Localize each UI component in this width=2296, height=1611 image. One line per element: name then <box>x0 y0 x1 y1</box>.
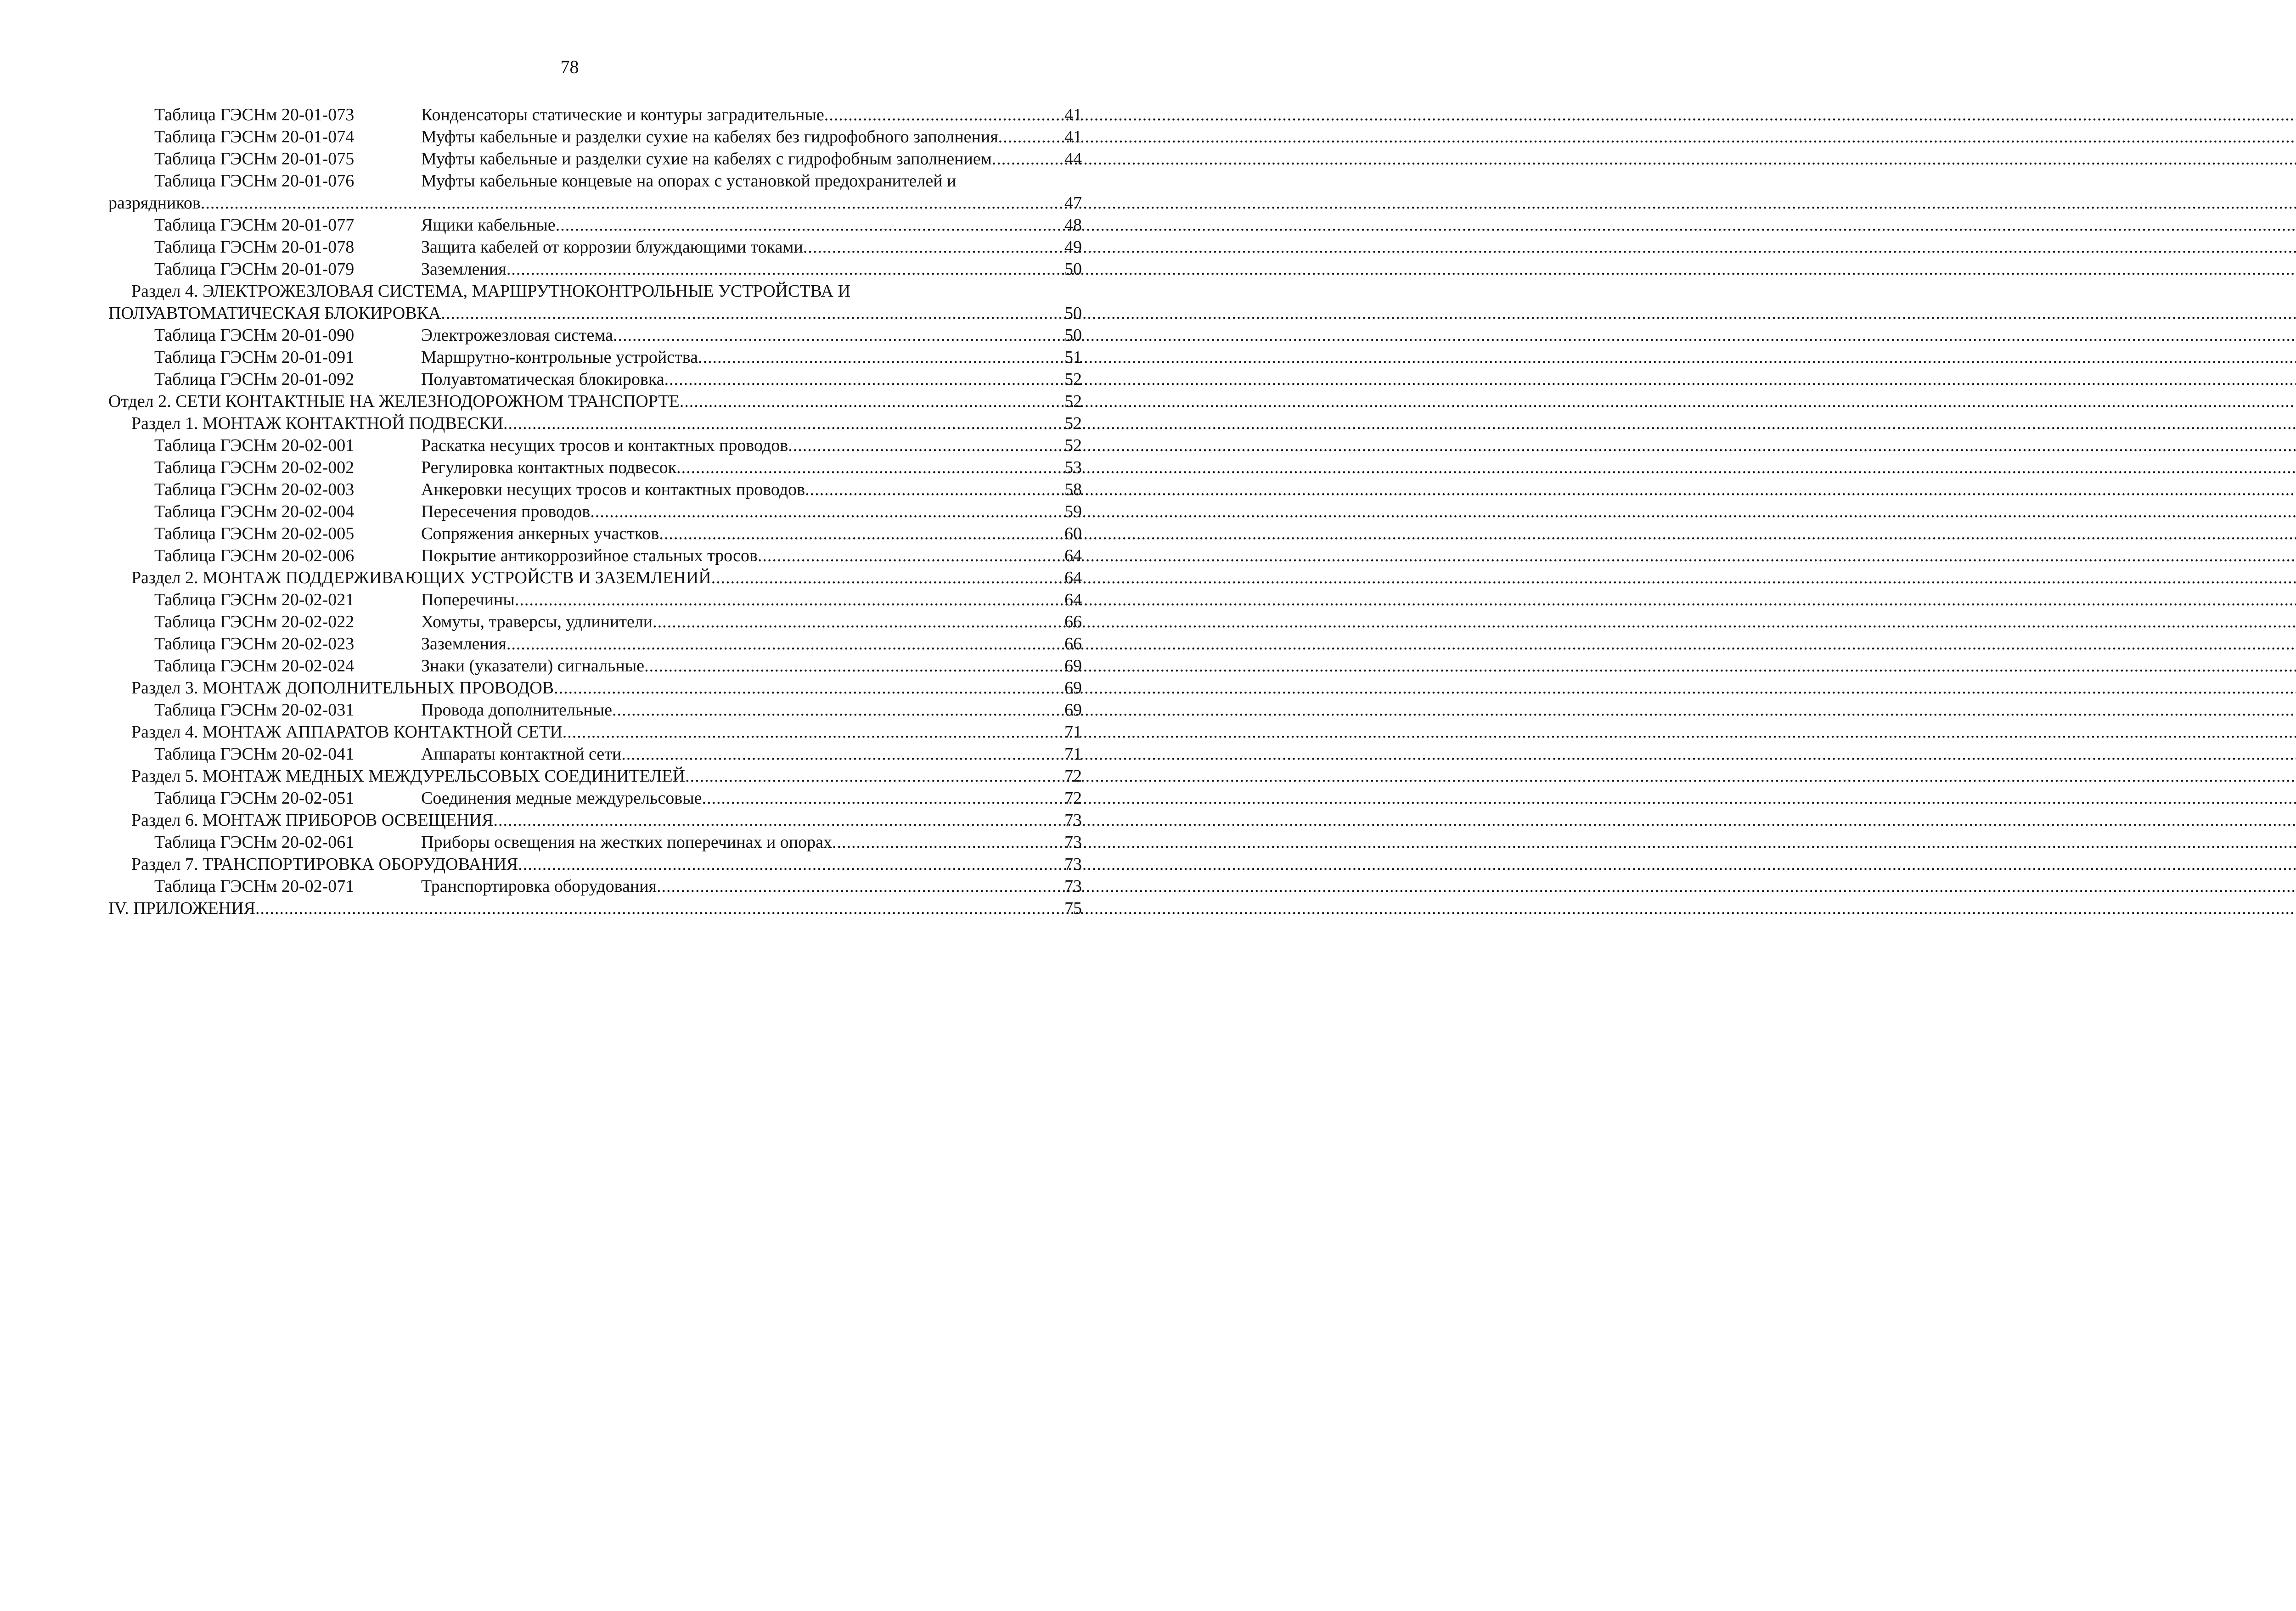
toc-entry-line <box>108 214 1082 236</box>
toc-entry-line <box>108 501 1082 523</box>
toc-entry-line <box>108 412 1082 434</box>
toc-page-number: 59 <box>1064 502 1082 521</box>
toc-page-number: 60 <box>1064 524 1082 543</box>
document-page <box>0 0 1139 1611</box>
toc-dot-leader <box>590 501 1062 523</box>
toc-page-number: 41 <box>1064 127 1082 146</box>
toc-entry-title: Электрожезловая система <box>421 326 613 345</box>
toc-dot-leader <box>711 567 1062 589</box>
toc-dot-leader <box>992 148 1062 170</box>
toc-entry-title: Транспортировка оборудования <box>421 877 657 896</box>
toc-entry <box>108 611 1082 633</box>
toc-page-number: 41 <box>1064 105 1082 124</box>
toc-table-code: Таблица ГЭСНм 20-02-024 <box>154 656 355 676</box>
toc-entry-line <box>108 721 1082 743</box>
toc-entry-title: Раздел 7. ТРАНСПОРТИРОВКА ОБОРУДОВАНИЯ <box>131 855 518 874</box>
toc-dot-leader <box>506 633 1062 655</box>
toc-entry-line <box>108 655 1082 677</box>
toc-entry-line <box>108 368 1082 390</box>
toc-table-code: Таблица ГЭСНм 20-01-077 <box>154 215 355 235</box>
toc-entry-line <box>108 765 1082 787</box>
toc-entry-line <box>108 170 1082 192</box>
toc-entry <box>108 809 1082 831</box>
toc-entry <box>108 875 1082 897</box>
toc-page-number: 50 <box>1064 259 1082 279</box>
toc-entry-title: Аппараты контактной сети <box>421 744 622 764</box>
toc-dot-leader <box>803 236 1062 258</box>
toc-entry-title: Раздел 4. МОНТАЖ АППАРАТОВ КОНТАКТНОЙ СЕТИ <box>131 722 563 742</box>
toc-entry-title: Полуавтоматическая блокировка <box>421 370 664 389</box>
toc-entry-line <box>108 302 1082 324</box>
toc-entry-line <box>108 523 1082 545</box>
toc-entry-title: Муфты кабельные и разделки сухие на кабелях с гидрофобным заполнением <box>421 149 992 169</box>
toc-entry <box>108 765 1082 787</box>
toc-entry-title: Маршрутно-контрольные устройства <box>421 348 698 367</box>
toc-entry-line <box>108 831 1082 853</box>
toc-table-code: Таблица ГЭСНм 20-02-004 <box>154 502 355 521</box>
toc-entry <box>108 456 1082 479</box>
toc-table-code: Таблица ГЭСНм 20-02-061 <box>154 833 355 852</box>
toc-table-code: Таблица ГЭСНм 20-02-031 <box>154 700 355 720</box>
toc-dot-leader <box>653 611 1062 633</box>
toc-entry <box>108 699 1082 721</box>
toc-dot-leader <box>657 875 1062 897</box>
toc-entry-line <box>108 677 1082 699</box>
toc-entry-title: Пересечения проводов <box>421 502 591 521</box>
toc-entry <box>108 501 1082 523</box>
toc-page-number: 69 <box>1064 678 1082 698</box>
toc-entry-line <box>108 743 1082 765</box>
toc-table-code: Таблица ГЭСНм 20-01-090 <box>154 326 355 345</box>
toc-dot-leader <box>698 346 1062 368</box>
page-number: 78 <box>560 56 579 77</box>
toc-entry-title: IV. ПРИЛОЖЕНИЯ <box>108 899 255 918</box>
toc-entry-title: Раздел 2. МОНТАЖ ПОДДЕРЖИВАЮЩИХ УСТРОЙСТВ И ЗАЗЕМЛЕНИЙ <box>131 568 711 587</box>
toc-table-code: Таблица ГЭСНм 20-02-041 <box>154 744 355 764</box>
toc-page-number: 58 <box>1064 480 1082 499</box>
toc-page-number: 72 <box>1064 766 1082 786</box>
toc-table-code: Таблица ГЭСНм 20-01-078 <box>154 237 355 257</box>
toc-entry-title: Раздел 4. ЭЛЕКТРОЖЕЗЛОВАЯ СИСТЕМА, МАРШРУТНОКОНТРОЛЬНЫЕ УСТРОЙСТВА И <box>131 282 850 301</box>
toc-page-number: 50 <box>1064 304 1082 323</box>
toc-table-code: Таблица ГЭСНм 20-02-003 <box>154 480 355 499</box>
toc-entry <box>108 721 1082 743</box>
toc-page-number: 64 <box>1064 568 1082 587</box>
toc-entry-line <box>108 699 1082 721</box>
toc-table-code: Таблица ГЭСНм 20-01-092 <box>154 370 355 389</box>
toc-entry <box>108 236 1082 258</box>
toc-dot-leader <box>493 809 1062 831</box>
toc-page-number: 52 <box>1064 414 1082 433</box>
toc-page-number: 71 <box>1064 722 1082 742</box>
toc-entry <box>108 214 1082 236</box>
toc-page-number: 51 <box>1064 348 1082 367</box>
toc-entry-title: Хомуты, траверсы, удлинители <box>421 612 653 631</box>
toc-dot-leader <box>515 589 1062 611</box>
toc-table-code: Таблица ГЭСНм 20-02-071 <box>154 877 355 896</box>
toc-entry-line <box>108 479 1082 501</box>
toc-entry <box>108 589 1082 611</box>
toc-entry-line <box>108 897 1082 919</box>
toc-page-number: 64 <box>1064 590 1082 609</box>
toc-entry-line <box>108 545 1082 567</box>
toc-entry-line <box>108 875 1082 897</box>
toc-entry-title: Анкеровки несущих тросов и контактных проводов <box>421 480 805 499</box>
toc-entry-line <box>108 346 1082 368</box>
toc-entry <box>108 633 1082 655</box>
toc-entry <box>108 677 1082 699</box>
toc-entry <box>108 523 1082 545</box>
toc-entry <box>108 831 1082 853</box>
toc-table-code: Таблица ГЭСНм 20-02-001 <box>154 436 355 455</box>
toc-page-number: 48 <box>1064 215 1082 235</box>
toc-entry-title: Раскатка несущих тросов и контактных проводов <box>421 436 788 455</box>
toc-entry-title: Муфты кабельные и разделки сухие на кабелях без гидрофобного заполнения <box>421 127 998 146</box>
toc-dot-leader <box>506 258 1062 280</box>
toc-dot-leader <box>998 126 1062 148</box>
toc-entry <box>108 655 1082 677</box>
toc-page-number: 64 <box>1064 546 1082 565</box>
toc-page-number: 53 <box>1064 458 1082 477</box>
toc-entry-line <box>108 324 1082 346</box>
toc-entry-line <box>108 236 1082 258</box>
toc-entry <box>108 412 1082 434</box>
toc-entry-line <box>108 456 1082 479</box>
toc-dot-leader <box>824 104 1062 126</box>
toc-dot-leader <box>503 412 1062 434</box>
toc-entry <box>108 479 1082 501</box>
toc-table-code: Таблица ГЭСНм 20-02-021 <box>154 590 355 609</box>
toc-table-code: Таблица ГЭСНм 20-01-076 <box>154 171 355 191</box>
toc-table-code: Таблица ГЭСНм 20-01-074 <box>154 127 355 146</box>
toc-entry-line <box>108 853 1082 875</box>
toc-entry-title: Защита кабелей от коррозии блуждающими токами <box>421 237 803 257</box>
toc-entry-title: Ящики кабельные <box>421 215 556 235</box>
toc-entry <box>108 104 1082 126</box>
toc-entry-line <box>108 192 1082 214</box>
toc-dot-leader <box>563 721 1062 743</box>
toc-table-code: Таблица ГЭСНм 20-01-075 <box>154 149 355 169</box>
toc-dot-leader <box>758 545 1062 567</box>
toc-entry-title: Раздел 3. МОНТАЖ ДОПОЛНИТЕЛЬНЫХ ПРОВОДОВ <box>131 678 554 698</box>
toc-entry-title: Отдел 2. СЕТИ КОНТАКТНЫЕ НА ЖЕЛЕЗНОДОРОЖНОМ ТРАНСПОРТЕ <box>108 392 680 411</box>
toc-page-number: 52 <box>1064 370 1082 389</box>
toc-entry-title: Заземления <box>421 634 506 653</box>
toc-entry-line <box>108 787 1082 809</box>
toc-entry-title: Знаки (указатели) сигнальные <box>421 656 645 676</box>
toc-dot-leader <box>255 897 1062 919</box>
toc-dot-leader <box>441 302 1062 324</box>
toc-page-number: 66 <box>1064 612 1082 631</box>
toc-table-code: Таблица ГЭСНм 20-02-002 <box>154 458 355 477</box>
toc-page-number: 73 <box>1064 833 1082 852</box>
toc-page-number: 73 <box>1064 855 1082 874</box>
toc-page-number: 44 <box>1064 149 1082 169</box>
toc-dot-leader <box>659 523 1062 545</box>
toc-entry-title: Муфты кабельные концевые на опорах с установкой предохранителей и <box>421 171 957 191</box>
toc-table-code: Таблица ГЭСНм 20-01-091 <box>154 348 355 367</box>
toc-page-number: 50 <box>1064 326 1082 345</box>
toc-page-number: 69 <box>1064 700 1082 720</box>
toc-entry <box>108 390 1082 412</box>
toc-page-number: 71 <box>1064 744 1082 764</box>
toc-page-number: 52 <box>1064 392 1082 411</box>
toc-entry <box>108 853 1082 875</box>
toc-entry <box>108 148 1082 170</box>
toc-entry <box>108 126 1082 148</box>
toc-entry <box>108 545 1082 567</box>
toc-page-number: 69 <box>1064 656 1082 676</box>
table-of-contents <box>108 104 1082 919</box>
toc-entry-title: Раздел 6. МОНТАЖ ПРИБОРОВ ОСВЕЩЕНИЯ <box>131 811 494 830</box>
toc-entry-line <box>108 633 1082 655</box>
toc-entry-line <box>108 809 1082 831</box>
toc-table-code: Таблица ГЭСНм 20-02-005 <box>154 524 355 543</box>
toc-entry-line <box>108 390 1082 412</box>
toc-entry-title: Покрытие антикоррозийное стальных тросов <box>421 546 758 565</box>
toc-dot-leader <box>664 368 1062 390</box>
toc-entry-title: Раздел 1. МОНТАЖ КОНТАКТНОЙ ПОДВЕСКИ <box>131 414 504 433</box>
toc-entry-line <box>108 434 1082 456</box>
toc-page-number: 52 <box>1064 436 1082 455</box>
toc-entry <box>108 434 1082 456</box>
toc-entry-title: Провода дополнительные <box>421 700 613 720</box>
toc-page-number: 73 <box>1064 877 1082 896</box>
toc-page-number: 47 <box>1064 193 1082 213</box>
toc-page-number: 75 <box>1064 899 1082 918</box>
toc-dot-leader <box>613 324 1062 346</box>
toc-entry-title-continuation: разрядников <box>108 193 201 213</box>
toc-table-code: Таблица ГЭСНм 20-01-073 <box>154 105 355 124</box>
toc-dot-leader <box>644 655 1062 677</box>
toc-dot-leader <box>680 390 1062 412</box>
toc-entry <box>108 567 1082 589</box>
toc-dot-leader <box>518 853 1062 875</box>
toc-entry <box>108 897 1082 919</box>
toc-entry-line <box>108 104 1082 126</box>
toc-dot-leader <box>554 677 1062 699</box>
toc-dot-leader <box>201 192 1062 214</box>
toc-dot-leader <box>556 214 1062 236</box>
toc-entry-line <box>108 567 1082 589</box>
toc-entry-title: Регулировка контактных подвесок <box>421 458 677 477</box>
toc-page-number: 49 <box>1064 237 1082 257</box>
toc-entry-title: Поперечины <box>421 590 515 609</box>
toc-dot-leader <box>702 787 1062 809</box>
toc-entry <box>108 324 1082 346</box>
toc-entry-line <box>108 126 1082 148</box>
toc-table-code: Таблица ГЭСНм 20-02-023 <box>154 634 355 653</box>
toc-page-number: 73 <box>1064 811 1082 830</box>
toc-entry <box>108 258 1082 280</box>
toc-entry-title: Раздел 5. МОНТАЖ МЕДНЫХ МЕЖДУРЕЛЬСОВЫХ СОЕДИНИТЕЛЕЙ <box>131 766 686 786</box>
toc-entry-line <box>108 258 1082 280</box>
toc-page-number: 72 <box>1064 789 1082 808</box>
toc-entry-title-continuation: ПОЛУАВТОМАТИЧЕСКАЯ БЛОКИРОВКА <box>108 304 441 323</box>
toc-page-number: 66 <box>1064 634 1082 653</box>
toc-dot-leader <box>612 699 1062 721</box>
toc-entry-line <box>108 589 1082 611</box>
toc-entry-title: Конденсаторы статические и контуры заградительные <box>421 105 824 124</box>
toc-entry-title: Сопряжения анкерных участков <box>421 524 659 543</box>
toc-entry <box>108 368 1082 390</box>
toc-entry-line <box>108 280 1082 302</box>
toc-dot-leader <box>832 831 1062 853</box>
toc-entry-line <box>108 611 1082 633</box>
toc-entry <box>108 346 1082 368</box>
toc-entry-title: Заземления <box>421 259 506 279</box>
toc-entry <box>108 787 1082 809</box>
toc-table-code: Таблица ГЭСНм 20-02-022 <box>154 612 355 631</box>
toc-dot-leader <box>685 765 1062 787</box>
toc-table-code: Таблица ГЭСНм 20-02-051 <box>154 789 355 808</box>
toc-dot-leader <box>788 434 1062 456</box>
toc-dot-leader <box>805 479 1062 501</box>
toc-entry-title: Соединения медные междурельсовые <box>421 789 702 808</box>
toc-entry <box>108 280 1082 324</box>
toc-entry <box>108 170 1082 214</box>
toc-table-code: Таблица ГЭСНм 20-01-079 <box>154 259 355 279</box>
toc-dot-leader <box>676 456 1062 479</box>
toc-entry <box>108 743 1082 765</box>
toc-dot-leader <box>621 743 1062 765</box>
toc-table-code: Таблица ГЭСНм 20-02-006 <box>154 546 355 565</box>
toc-entry-title: Приборы освещения на жестких поперечинах и опорах <box>421 833 833 852</box>
toc-entry-line <box>108 148 1082 170</box>
